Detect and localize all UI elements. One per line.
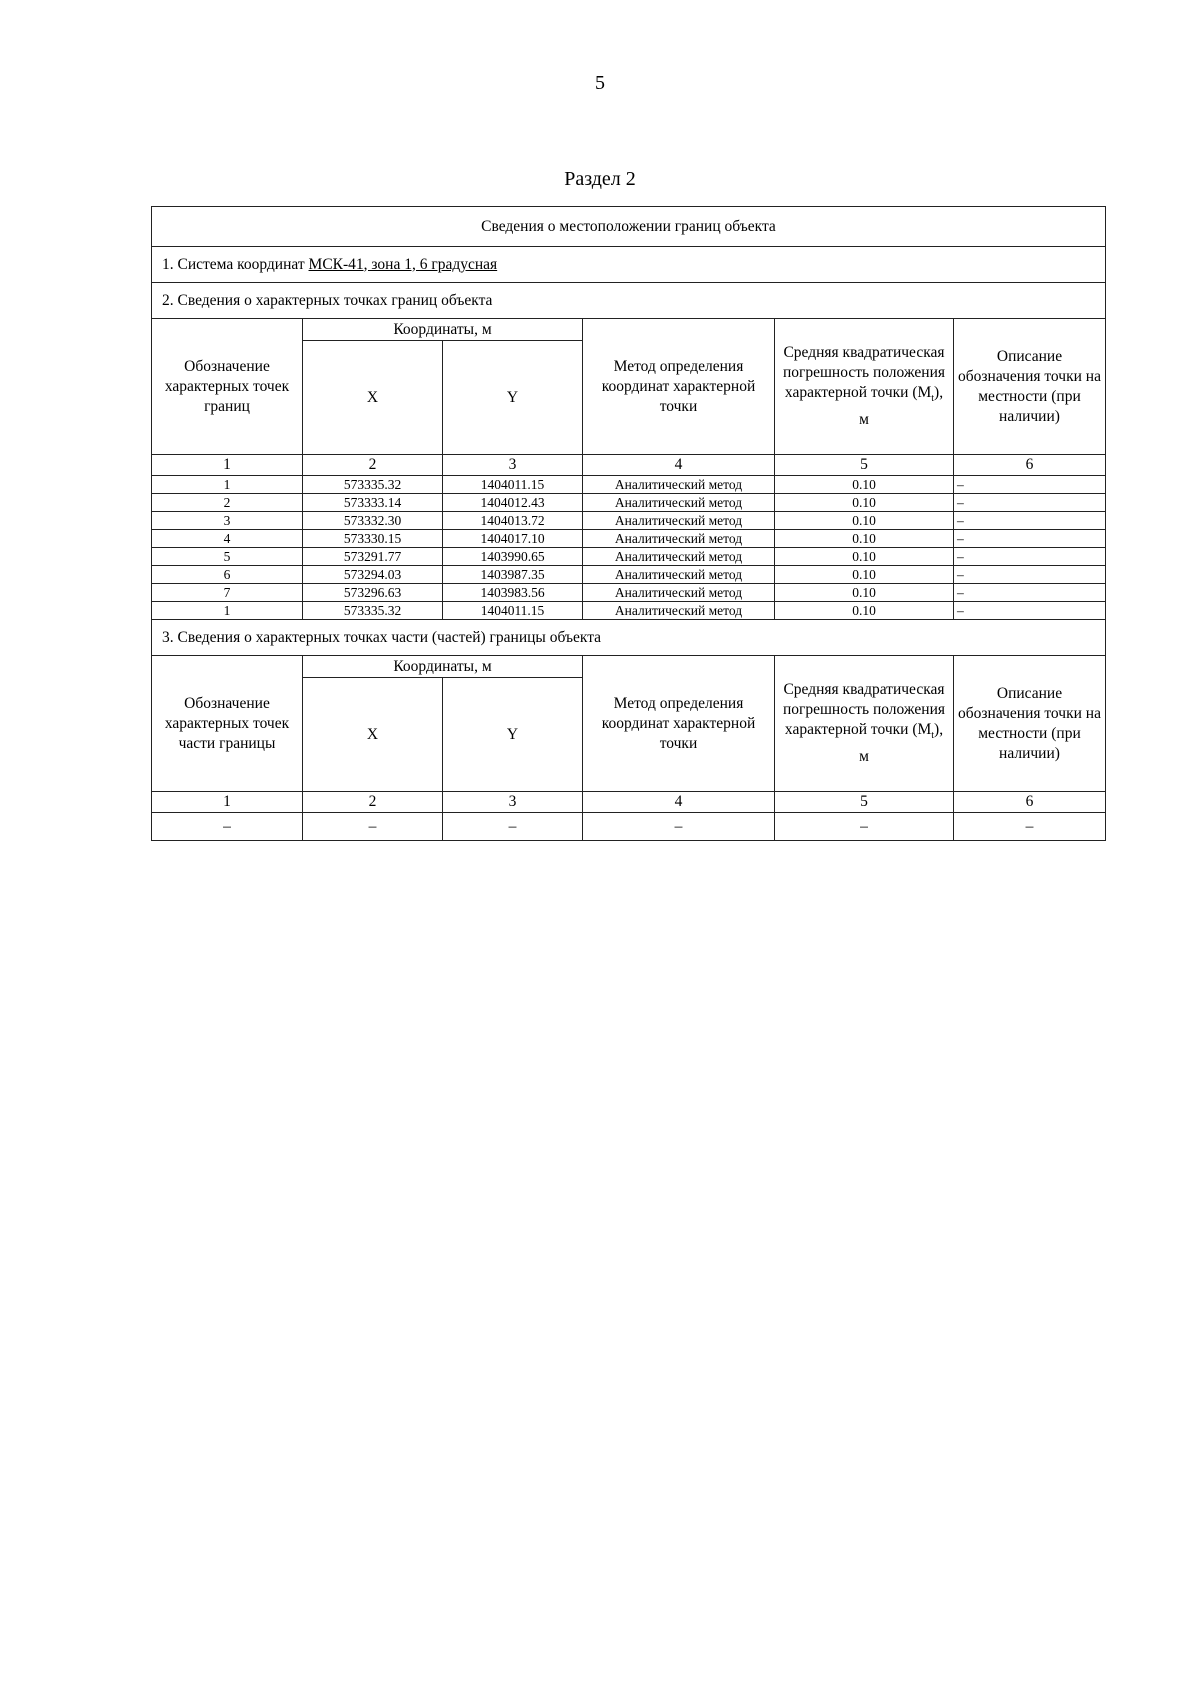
col-number: 3 [443,455,583,476]
point-cell: 4 [152,530,303,548]
header-method: Метод определения координат характерной точки [583,656,775,792]
header-coords: Координаты, м [303,656,583,678]
table-row [152,548,1106,566]
method-cell: Аналитический метод [583,530,775,548]
coord-system-value: МСК-41, зона 1, 6 градусная [308,255,498,273]
x-cell: 573291.77 [303,548,443,566]
header-error-main: Средняя квадратическая погрешность положения характерной точки (M [782,681,946,739]
header-error [775,319,954,455]
header-method: Метод определения координат характерной точки [583,319,775,455]
col-number: 2 [303,792,443,813]
description-cell: – [954,476,1106,494]
col-number: 4 [583,455,775,476]
description-cell: – [954,566,1106,584]
table-row [152,813,1106,841]
description-cell: – [954,512,1106,530]
header-error-sub: t [931,393,935,405]
point-cell: 1 [152,476,303,494]
header-error-main: Средняя квадратическая погрешность положения характерной точки (M [782,344,946,402]
method-cell: Аналитический метод [583,476,775,494]
y-cell: 1403987.35 [443,566,583,584]
point-cell: 5 [152,548,303,566]
col-number: 1 [152,455,303,476]
x-cell: 573333.14 [303,494,443,512]
col-number: 4 [583,792,775,813]
coord-system-prefix: 1. Система координат [162,255,309,273]
header-error-tail: ), м [859,384,944,428]
x-cell: – [303,813,443,841]
x-cell: 573332.30 [303,512,443,530]
y-cell: 1404011.15 [443,602,583,620]
header-description: Описание обозначения точки на местности (при наличии) [954,319,1106,455]
x-cell: 573294.03 [303,566,443,584]
boundary-table [151,206,1106,841]
header-points: Обозначение характерных точек границ [152,319,303,455]
y-cell: 1403983.56 [443,584,583,602]
point-cell: 3 [152,512,303,530]
method-cell: Аналитический метод [583,602,775,620]
section2-title: 2. Сведения о характерных точках границ объекта [152,283,1106,319]
col-number: 2 [303,455,443,476]
method-cell: – [583,813,775,841]
table-row [152,512,1106,530]
point-cell: 6 [152,566,303,584]
page-number: 5 [595,72,605,94]
error-cell: 0.10 [775,548,954,566]
point-cell: 2 [152,494,303,512]
error-cell: 0.10 [775,476,954,494]
y-cell: 1404017.10 [443,530,583,548]
table-row [152,476,1106,494]
method-cell: Аналитический метод [583,512,775,530]
error-cell: – [775,813,954,841]
table-row [152,494,1106,512]
col-number: 6 [954,455,1106,476]
header-coords: Координаты, м [303,319,583,341]
method-cell: Аналитический метод [583,548,775,566]
col-number: 6 [954,792,1106,813]
description-cell: – [954,548,1106,566]
section3-title: 3. Сведения о характерных точках части (частей) границы объекта [152,620,1106,656]
description-cell: – [954,584,1106,602]
header-y: Y [443,678,583,792]
error-cell: 0.10 [775,584,954,602]
method-cell: Аналитический метод [583,566,775,584]
y-cell: – [443,813,583,841]
error-cell: 0.10 [775,512,954,530]
x-cell: 573296.63 [303,584,443,602]
error-cell: 0.10 [775,530,954,548]
header-description: Описание обозначения точки на местности (при наличии) [954,656,1106,792]
table-row [152,602,1106,620]
error-cell: 0.10 [775,566,954,584]
table-row [152,530,1106,548]
coord-system-row [152,247,1106,283]
col-number: 1 [152,792,303,813]
error-cell: 0.10 [775,494,954,512]
y-cell: 1404011.15 [443,476,583,494]
description-cell: – [954,813,1106,841]
col-number: 3 [443,792,583,813]
point-cell: – [152,813,303,841]
col-number: 5 [775,792,954,813]
method-cell: Аналитический метод [583,494,775,512]
table-row [152,584,1106,602]
description-cell: – [954,530,1106,548]
description-cell: – [954,494,1106,512]
header-error [775,656,954,792]
error-cell: 0.10 [775,602,954,620]
point-cell: 7 [152,584,303,602]
x-cell: 573330.15 [303,530,443,548]
x-cell: 573335.32 [303,602,443,620]
table-row [152,566,1106,584]
method-cell: Аналитический метод [583,584,775,602]
y-cell: 1404012.43 [443,494,583,512]
header-points-part: Обозначение характерных точек части границы [152,656,303,792]
header-x: X [303,678,443,792]
header-x: X [303,341,443,455]
table-title: Сведения о местоположении границ объекта [152,207,1106,247]
col-number: 5 [775,455,954,476]
point-cell: 1 [152,602,303,620]
header-error-tail: ), м [859,721,944,765]
section-title: Раздел 2 [564,168,636,190]
header-error-sub: t [931,730,935,742]
x-cell: 573335.32 [303,476,443,494]
header-y: Y [443,341,583,455]
y-cell: 1403990.65 [443,548,583,566]
description-cell: – [954,602,1106,620]
y-cell: 1404013.72 [443,512,583,530]
